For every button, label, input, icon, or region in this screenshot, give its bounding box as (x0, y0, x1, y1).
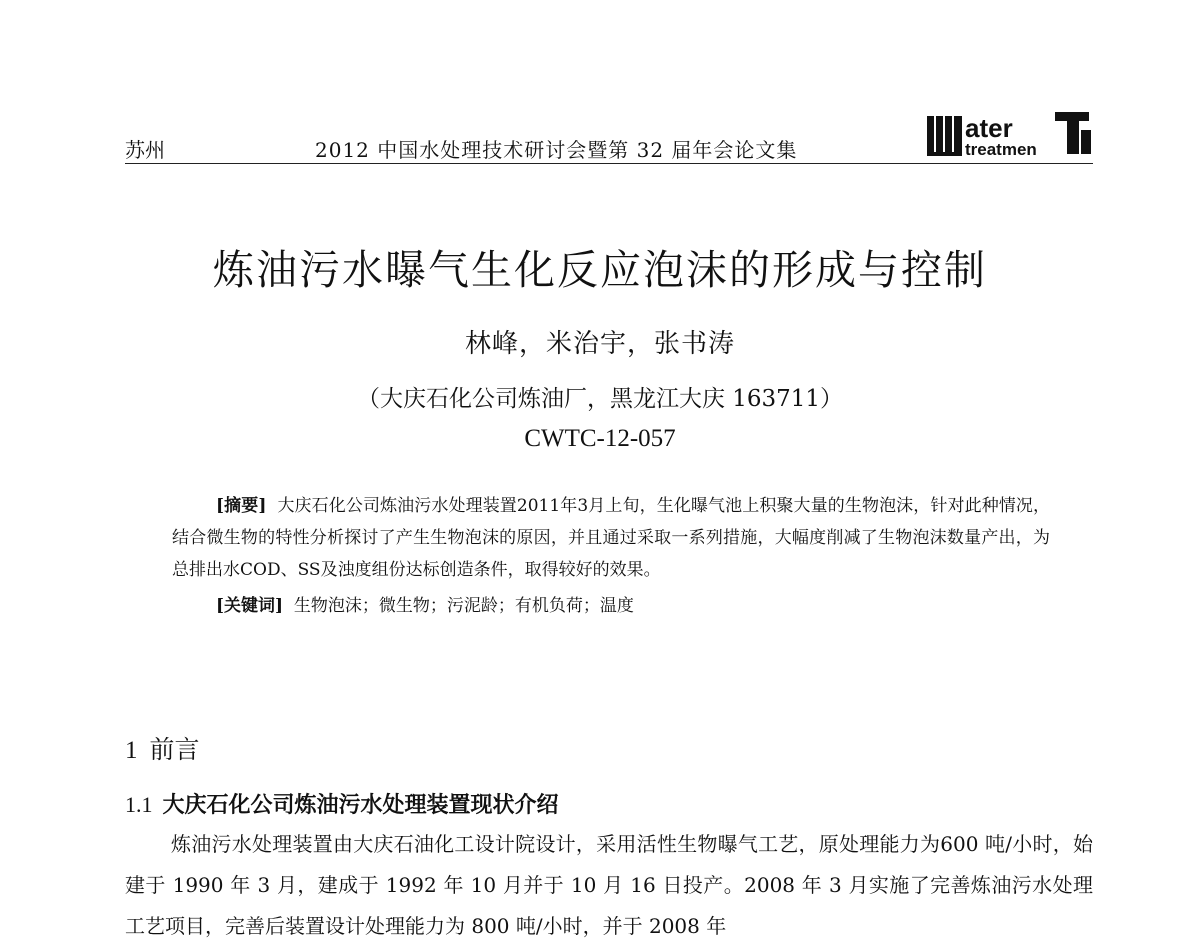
body-text (125, 824, 1093, 947)
logo-text-line1: ater (965, 113, 1013, 143)
paper-affiliation: （大庆石化公司炼油厂，黑龙江大庆 163711） (356, 386, 844, 412)
abstract-text: 大庆石化公司炼油污水处理装置2011年3月上旬，生化曝气池上积聚大量的生物泡沫，针对此种情况，结合微生物的特性分析探讨了产生生物泡沫的原因，并且通过采取一系列措施，大幅度削减了生物泡沫数量产出，为总排出水COD、SS及浊度组份达标创造条件，取得较好的效果。 (172, 496, 1051, 580)
subsection-number: 1.1 (125, 792, 153, 817)
running-header (125, 110, 1093, 164)
body-paragraph: 炼油污水处理装置由大庆石油化工设计院设计，采用活性生物曝气工艺，原处理能力为600 吨/小时，始建于 1990 年 3 月，建成于 1992 年 10 月并于 10 月 16 日投产。2008 年 3 月实施了完善炼油污水处理工艺项目，完善后装置设计处理能力为 800 吨/小时，并于 2008 年 (125, 832, 1093, 938)
paper-title: 炼油污水曝气生化反应泡沫的形成与控制 (213, 246, 987, 294)
keywords-label: [关键词] (216, 596, 284, 616)
section-heading-1 (125, 732, 200, 769)
abstract-paragraph (172, 490, 1050, 586)
keywords-text: 生物泡沫；微生物；污泥龄；有机负荷；温度 (293, 596, 634, 616)
paper-authors: 林峰，米治宇，张书涛 (464, 329, 735, 359)
paper-code: CWTC-12-057 (524, 425, 676, 452)
water-treatment-logo-icon (927, 110, 1093, 158)
abstract-block (172, 490, 1050, 622)
header-place: 苏州 (125, 138, 165, 162)
section-heading-1-1 (125, 789, 559, 822)
logo-text-line2: treatmen (965, 140, 1037, 159)
section-number: 1 (125, 737, 138, 764)
subsection-heading-text: 大庆石化公司炼油污水处理装置现状介绍 (162, 793, 559, 818)
section-heading-text: 前言 (149, 735, 200, 764)
abstract-label: [摘要] (216, 496, 267, 516)
header-rule (125, 163, 1093, 164)
keywords-paragraph (172, 590, 1050, 622)
proceedings-title: 2012 中国水处理技术研讨会暨第 32 届年会论文集 (315, 138, 798, 162)
